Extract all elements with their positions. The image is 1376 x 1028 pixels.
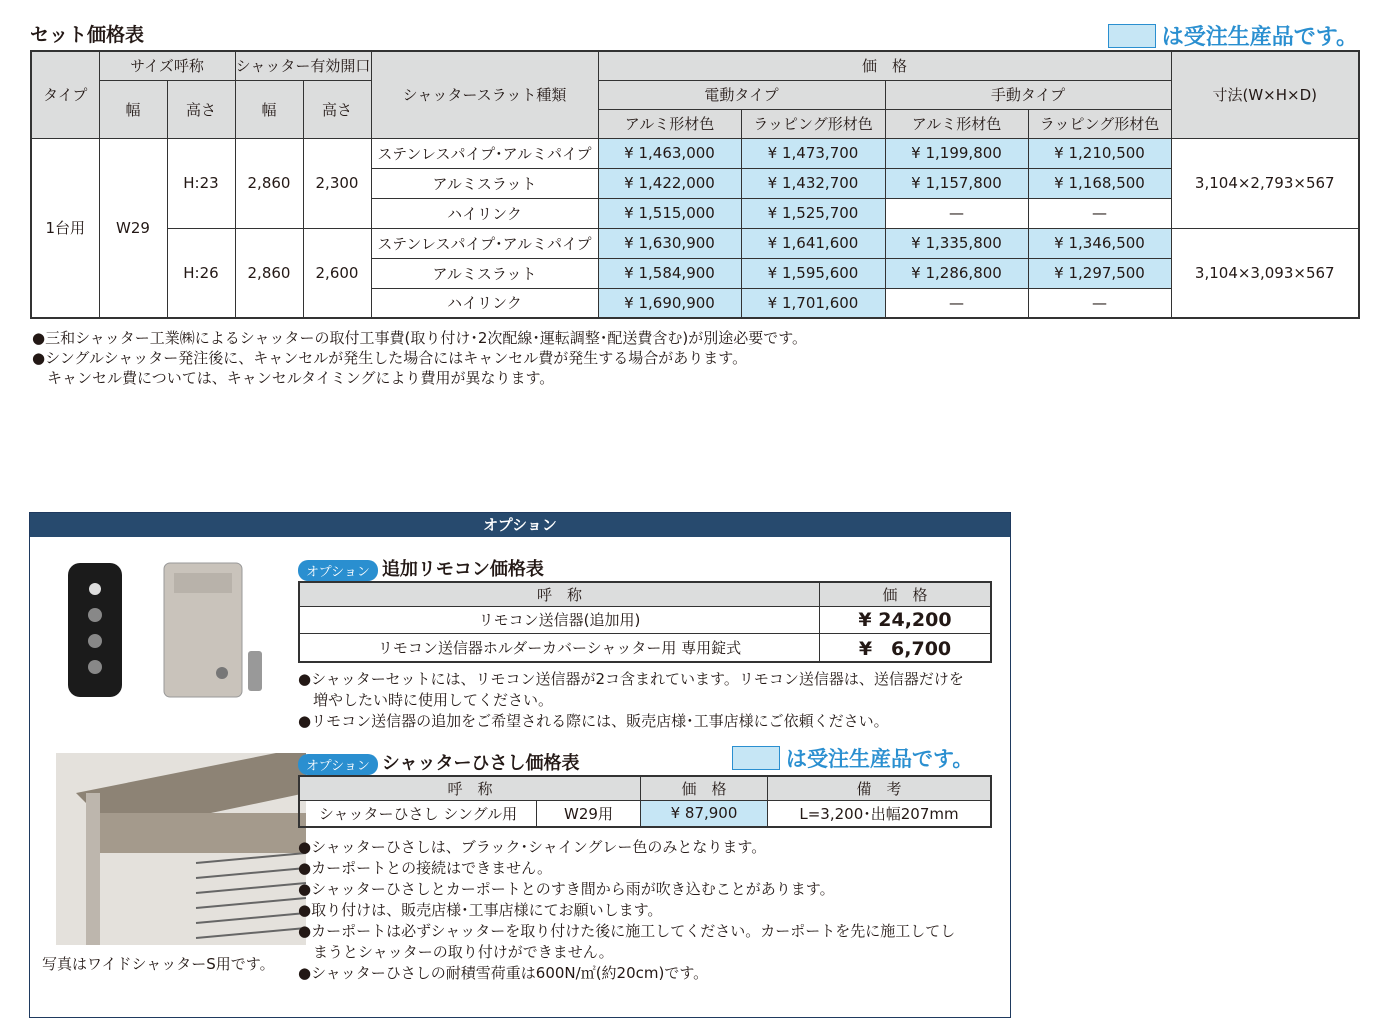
height-cell: H:23 — [167, 138, 235, 228]
open-height-cell: 2,600 — [303, 228, 371, 318]
hisashi-notes — [298, 837, 955, 984]
slat-cell: アルミスラット — [371, 168, 598, 198]
hisashi-note: まうとシャッターの取り付けができません。 — [298, 943, 614, 961]
price-cell: ¥ 1,432,700 — [741, 168, 885, 198]
price-cell: ¥ 1,473,700 — [741, 138, 885, 168]
legend-swatch — [1108, 24, 1156, 48]
hdr-alu-1: アルミ形材色 — [598, 109, 741, 138]
set-price-table — [30, 50, 1360, 319]
hdr-wrap-2: ラッピング形材色 — [1028, 109, 1171, 138]
hisashi-note: ●取り付けは、販売店様･工事店様にてお願いします。 — [298, 901, 663, 919]
hisashi-note: ●カーポートは必ずシャッターを取り付けた後に施工してください。カーポートを先に施工してし — [298, 922, 956, 940]
price-cell: ¥ 1,210,500 — [1028, 138, 1171, 168]
remote-price: ¥ 24,200 — [820, 606, 992, 633]
price-cell: — — [1028, 288, 1171, 318]
price-cell: ¥ 1,701,600 — [741, 288, 885, 318]
hdr-open-width: 幅 — [235, 80, 303, 138]
hdr-price: 価 格 — [598, 51, 1171, 80]
remote-item: リモコン送信器(追加用) — [299, 606, 820, 633]
price-cell: ¥ 1,346,500 — [1028, 228, 1171, 258]
remote-price-table — [298, 581, 992, 663]
legend-swatch — [732, 746, 780, 770]
remote-notes — [298, 669, 964, 732]
slat-cell: ハイリンク — [371, 288, 598, 318]
remote-note: ●シャッターセットには、リモコン送信器が2コ含まれています。リモコン送信器は、送信器だけを — [298, 670, 964, 688]
open-width-cell: 2,860 — [235, 138, 303, 228]
price-cell: — — [885, 288, 1028, 318]
price-cell: ¥ 1,422,000 — [598, 168, 741, 198]
hisashi-remark: L=3,200･出幅207mm — [768, 800, 992, 827]
hisashi-section-title — [298, 749, 579, 775]
price-cell: ¥ 1,335,800 — [885, 228, 1028, 258]
hisashi-price: ¥ 87,900 — [641, 800, 768, 827]
option-box — [29, 512, 1011, 1018]
remote-note: ●リモコン送信器の追加をご希望される際には、販売店様･工事店様にご依頼ください。 — [298, 712, 889, 730]
option-header: オプション — [30, 513, 1010, 537]
price-cell: ¥ 1,199,800 — [885, 138, 1028, 168]
hdr-manual: 手動タイプ — [885, 80, 1171, 109]
price-cell: ¥ 1,690,900 — [598, 288, 741, 318]
type-cell: 1台用 — [31, 138, 99, 318]
price-cell: ¥ 1,595,600 — [741, 258, 885, 288]
hisashi-legend — [732, 743, 973, 773]
hdr-electric: 電動タイプ — [598, 80, 885, 109]
hisashi-note: ●シャッターひさしとカーポートとのすき間から雨が吹き込むことがあります。 — [298, 880, 835, 898]
price-cell: ¥ 1,286,800 — [885, 258, 1028, 288]
hdr-dim: 寸法(W×H×D) — [1171, 51, 1359, 138]
remote-item: リモコン送信器ホルダーカバーシャッター用 専用錠式 — [299, 633, 820, 662]
hisashi-note: ●カーポートとの接続はできません。 — [298, 859, 552, 877]
photo-caption: 写真はワイドシャッターS用です。 — [42, 955, 275, 973]
remote-price: ¥ 6,700 — [820, 633, 992, 662]
remote-control-image — [66, 561, 126, 701]
remote-section-title — [298, 555, 544, 581]
hisashi-hdr-name: 呼 称 — [299, 776, 641, 800]
slat-cell: ステンレスパイプ･アルミパイプ — [371, 138, 598, 168]
hdr-slat: シャッタースラット種類 — [371, 51, 598, 138]
price-cell: ¥ 1,630,900 — [598, 228, 741, 258]
hisashi-hdr-remark: 備 考 — [768, 776, 992, 800]
slat-cell: ステンレスパイプ･アルミパイプ — [371, 228, 598, 258]
width-cell: W29 — [99, 138, 167, 318]
open-height-cell: 2,300 — [303, 138, 371, 228]
hdr-open-height: 高さ — [303, 80, 371, 138]
hdr-width: 幅 — [99, 80, 167, 138]
price-cell: ¥ 1,515,000 — [598, 198, 741, 228]
price-cell: ¥ 1,157,800 — [885, 168, 1028, 198]
hisashi-legend-text: は受注生産品です。 — [786, 747, 974, 771]
height-cell: H:26 — [167, 228, 235, 318]
note-line: ●シングルシャッター発注後に、キャンセルが発生した場合にはキャンセル費が発生する場合があります。 — [32, 349, 748, 367]
price-cell: ¥ 1,584,900 — [598, 258, 741, 288]
shutter-hisashi-photo — [56, 753, 306, 945]
legend-text: は受注生産品です。 — [1161, 25, 1358, 50]
made-to-order-legend — [1108, 20, 1358, 51]
dim-cell: 3,104×2,793×567 — [1171, 138, 1359, 228]
slat-cell: アルミスラット — [371, 258, 598, 288]
hisashi-item: シャッターひさし シングル用 — [299, 800, 537, 827]
hdr-size: サイズ呼称 — [99, 51, 235, 80]
remote-title: 追加リモコン価格表 — [381, 559, 544, 580]
open-width-cell: 2,860 — [235, 228, 303, 318]
price-cell: ¥ 1,168,500 — [1028, 168, 1171, 198]
hisashi-size: W29用 — [537, 800, 641, 827]
dim-cell: 3,104×3,093×567 — [1171, 228, 1359, 318]
hdr-type: タイプ — [31, 51, 99, 138]
note-line: ●三和シャッター工業㈱によるシャッターの取付工事費(取り付け･2次配線･運転調整･配送費含む)が別途必要です。 — [32, 329, 808, 347]
price-cell: ¥ 1,297,500 — [1028, 258, 1171, 288]
remote-hdr-price: 価 格 — [820, 582, 992, 606]
hisashi-hdr-price: 価 格 — [641, 776, 768, 800]
price-cell: — — [1028, 198, 1171, 228]
price-cell: ¥ 1,641,600 — [741, 228, 885, 258]
hdr-alu-2: アルミ形材色 — [885, 109, 1028, 138]
price-cell: — — [885, 198, 1028, 228]
hdr-height: 高さ — [167, 80, 235, 138]
hisashi-note: ●シャッターひさしは、ブラック･シャイングレー色のみとなります。 — [298, 838, 767, 856]
page-title: セット価格表 — [30, 24, 145, 46]
hisashi-price-table — [298, 775, 992, 828]
option-tag: オプション — [298, 560, 378, 581]
notes — [32, 328, 807, 388]
hisashi-title: シャッターひさし価格表 — [381, 753, 580, 774]
price-cell: ¥ 1,525,700 — [741, 198, 885, 228]
price-cell: ¥ 1,463,000 — [598, 138, 741, 168]
slat-cell: ハイリンク — [371, 198, 598, 228]
holder-cover-image — [160, 561, 280, 701]
hisashi-note: ●シャッターひさしの耐積雪荷重は600N/㎡(約20cm)です。 — [298, 964, 709, 982]
note-line: キャンセル費については、キャンセルタイミングにより費用が異なります。 — [32, 369, 555, 387]
hdr-opening: シャッター有効開口 — [235, 51, 371, 80]
remote-hdr-name: 呼 称 — [299, 582, 820, 606]
hdr-wrap-1: ラッピング形材色 — [741, 109, 885, 138]
option-tag: オプション — [298, 754, 378, 775]
remote-note: 増やしたい時に使用してください。 — [298, 691, 554, 709]
